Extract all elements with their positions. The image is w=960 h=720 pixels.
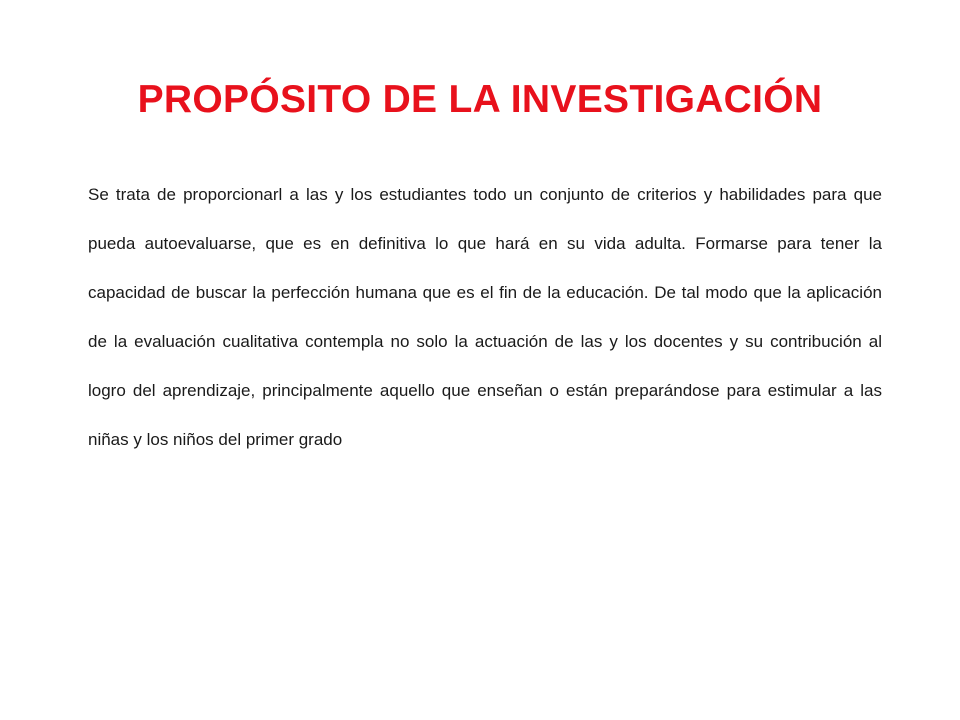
slide-title: PROPÓSITO DE LA INVESTIGACIÓN	[137, 78, 823, 121]
slide-body-text: Se trata de proporcionarl a las y los estudiantes todo un conjunto de criterios y habilidades para que pueda autoevaluarse, que es en definitiva lo que hará en su vida adulta. Formarse para tener la capacidad de buscar la perfección humana que es el fin de la educación. De tal modo que la aplicación de la evaluación cualitativa contempla no solo la actuación de las y los docentes y su contribución al logro del aprendizaje, principalmente aquello que enseñan o están preparándose para estimular a las niñas y los niños del primer grado	[88, 185, 882, 449]
